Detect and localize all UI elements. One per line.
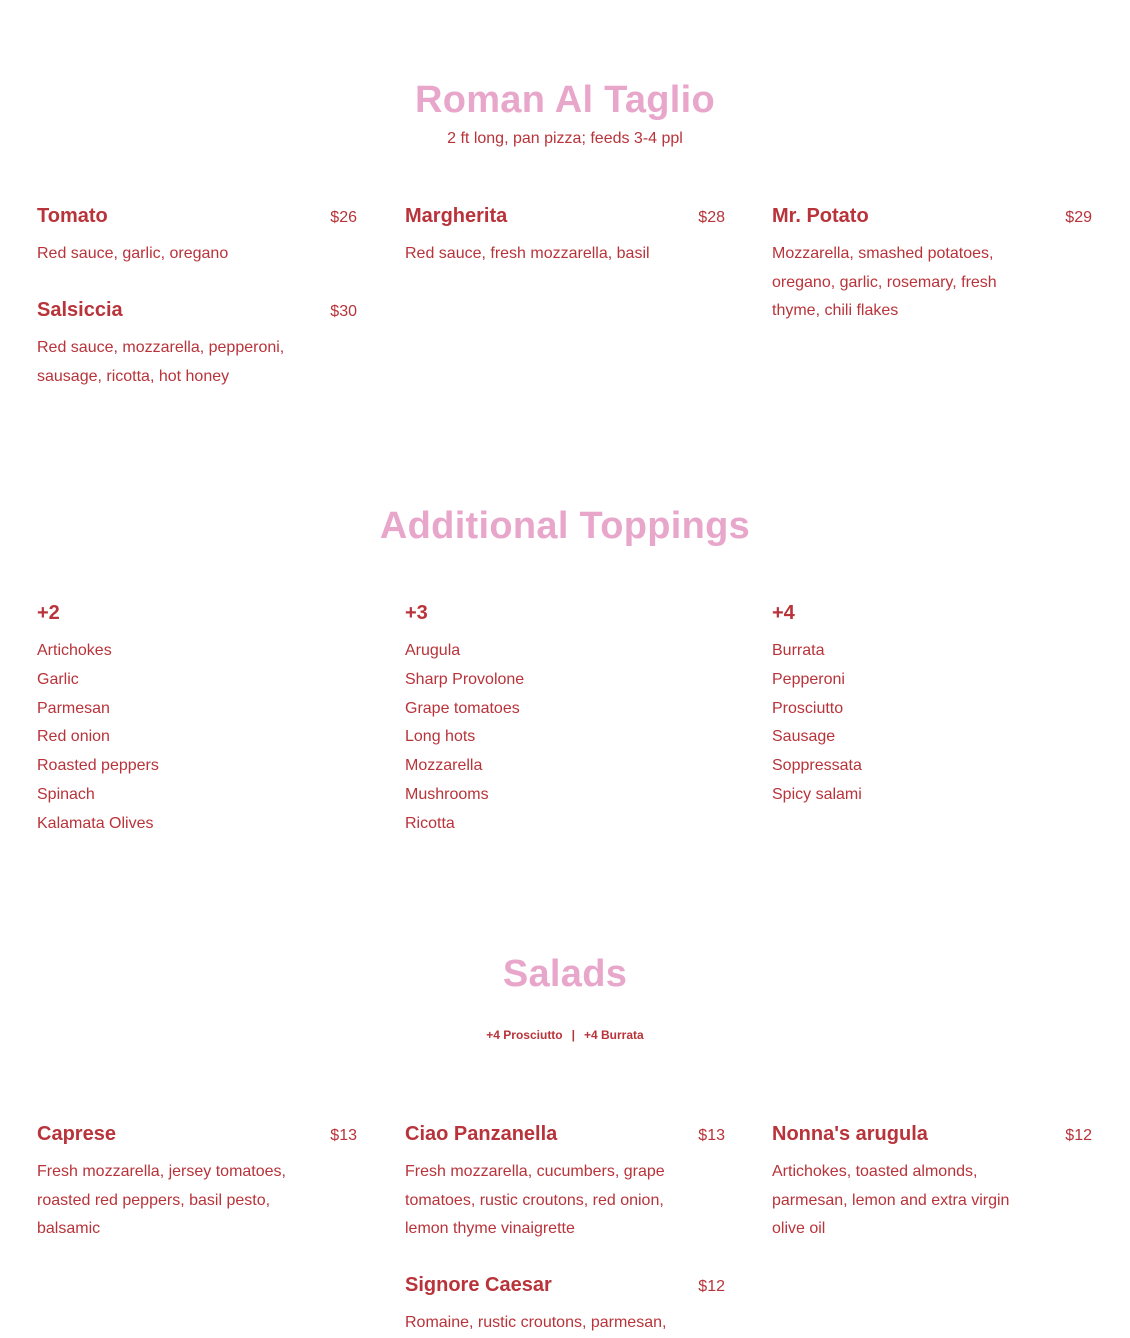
item-price: $13 — [698, 1127, 725, 1144]
topping-list — [37, 637, 357, 839]
salad-extra-burrata: +4 Burrata — [584, 1028, 644, 1042]
topping-group-label: +2 — [37, 602, 60, 624]
topping-item: Roasted peppers — [37, 757, 159, 775]
menu-item-nonnas-arugula — [772, 1124, 1092, 1244]
item-name: Nonna's arugula — [772, 1123, 928, 1145]
item-description: Red sauce, fresh mozzarella, basil — [405, 245, 650, 262]
topping-item: Ricotta — [405, 814, 455, 832]
pizza-section-title: Roman Al Taglio — [414, 79, 716, 121]
topping-item: Burrata — [772, 642, 825, 659]
item-price: $29 — [1065, 209, 1092, 226]
topping-item: Arugula — [405, 642, 461, 659]
topping-item: Pepperoni — [772, 670, 845, 688]
topping-item: Sausage — [772, 728, 836, 746]
item-price: $26 — [330, 209, 357, 226]
item-name: Salsiccia — [37, 299, 123, 321]
menu-item-margherita — [405, 206, 725, 269]
topping-item: Artichokes — [37, 642, 112, 659]
salad-extras-separator: | — [571, 1028, 575, 1042]
topping-item: Garlic — [37, 670, 79, 688]
item-price: $30 — [330, 303, 357, 320]
topping-item: Red onion — [37, 728, 110, 746]
topping-group-plus-4 — [772, 603, 1092, 810]
topping-item: Parmesan — [37, 699, 110, 717]
topping-item: Sharp Provolone — [405, 670, 525, 688]
salads-section-title: Salads — [502, 953, 628, 995]
topping-item: Long hots — [405, 728, 476, 746]
salad-extra-prosciutto: +4 Prosciutto — [486, 1028, 563, 1042]
item-description: Mozzarella, smashed potatoes, oregano, garlic, rosemary, fresh thyme, chili flakes — [772, 245, 997, 320]
item-name: Signore Caesar — [405, 1274, 552, 1296]
menu-item-mr-potato — [772, 206, 1092, 326]
topping-group-label: +3 — [405, 602, 428, 624]
topping-list — [772, 637, 1092, 810]
item-name: Margherita — [405, 205, 508, 227]
topping-item: Grape tomatoes — [405, 699, 520, 717]
item-description: Fresh mozzarella, cucumbers, grape tomatoes, rustic croutons, red onion, lemon thyme vinaigrette — [405, 1163, 665, 1238]
topping-item: Mushrooms — [405, 785, 489, 803]
menu-item-tomato — [37, 206, 357, 269]
salad-extras — [0, 1029, 1130, 1041]
topping-group-plus-2 — [37, 603, 357, 839]
item-price: $28 — [698, 209, 725, 226]
item-description: Red sauce, garlic, oregano — [37, 245, 229, 262]
item-name: Tomato — [37, 205, 108, 227]
topping-item: Soppressata — [772, 757, 862, 775]
item-price: $13 — [330, 1127, 357, 1144]
topping-list — [405, 637, 725, 839]
topping-group-plus-3 — [405, 603, 725, 839]
topping-item: Prosciutto — [772, 699, 844, 717]
item-description: Red sauce, mozzarella, pepperoni, sausage, ricotta, hot honey — [37, 339, 285, 385]
item-description: Romaine, rustic croutons, parmesan, — [405, 1314, 667, 1331]
item-price: $12 — [1065, 1127, 1092, 1144]
topping-item: Mozzarella — [405, 757, 483, 775]
item-price: $12 — [698, 1278, 725, 1295]
item-description: Artichokes, toasted almonds, parmesan, lemon and extra virgin olive oil — [772, 1163, 1010, 1238]
item-description: Fresh mozzarella, jersey tomatoes, roasted red peppers, basil pesto, balsamic — [37, 1163, 286, 1238]
toppings-section-title: Additional Toppings — [379, 505, 751, 547]
pizza-section-subtitle: 2 ft long, pan pizza; feeds 3-4 ppl — [447, 130, 683, 147]
topping-item: Spinach — [37, 785, 95, 803]
menu-item-ciao-panzanella — [405, 1124, 725, 1244]
item-name: Caprese — [37, 1123, 116, 1145]
topping-item: Spicy salami — [772, 785, 862, 803]
menu-item-caprese — [37, 1124, 357, 1244]
topping-group-label: +4 — [772, 602, 795, 624]
menu-item-salsiccia — [37, 300, 357, 391]
item-name: Ciao Panzanella — [405, 1123, 558, 1145]
menu-item-signore-caesar — [405, 1275, 725, 1338]
item-name: Mr. Potato — [772, 205, 869, 227]
topping-item: Kalamata Olives — [37, 814, 154, 832]
